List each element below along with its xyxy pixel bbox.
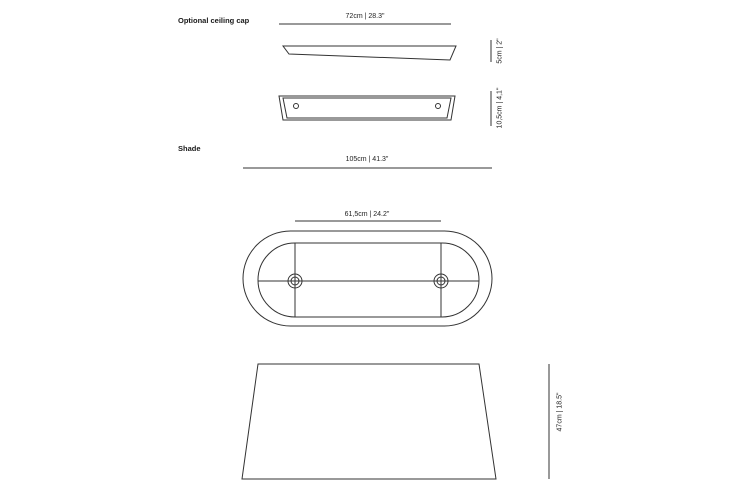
- cap-front-view: [279, 96, 455, 120]
- cap-side-height-dimension: 10,5cm | 4,1": [496, 87, 504, 129]
- ceiling-cap-label: Optional ceiling cap: [178, 16, 250, 25]
- cap-top-view: [283, 46, 456, 60]
- shade-side-view: [242, 364, 496, 479]
- shade-label: Shade: [178, 144, 201, 153]
- shade-height-dimension: 47cm | 18.5": [556, 392, 564, 432]
- shade-inner-dimension: 61,5cm | 24.2": [344, 211, 390, 218]
- cap-height-dimension: 5cm | 2": [496, 38, 504, 64]
- shade-top-view: [243, 231, 492, 326]
- shade-length-dimension: 105cm | 41.3": [345, 156, 389, 163]
- cap-width-dimension: 72cm | 28.3": [345, 13, 385, 20]
